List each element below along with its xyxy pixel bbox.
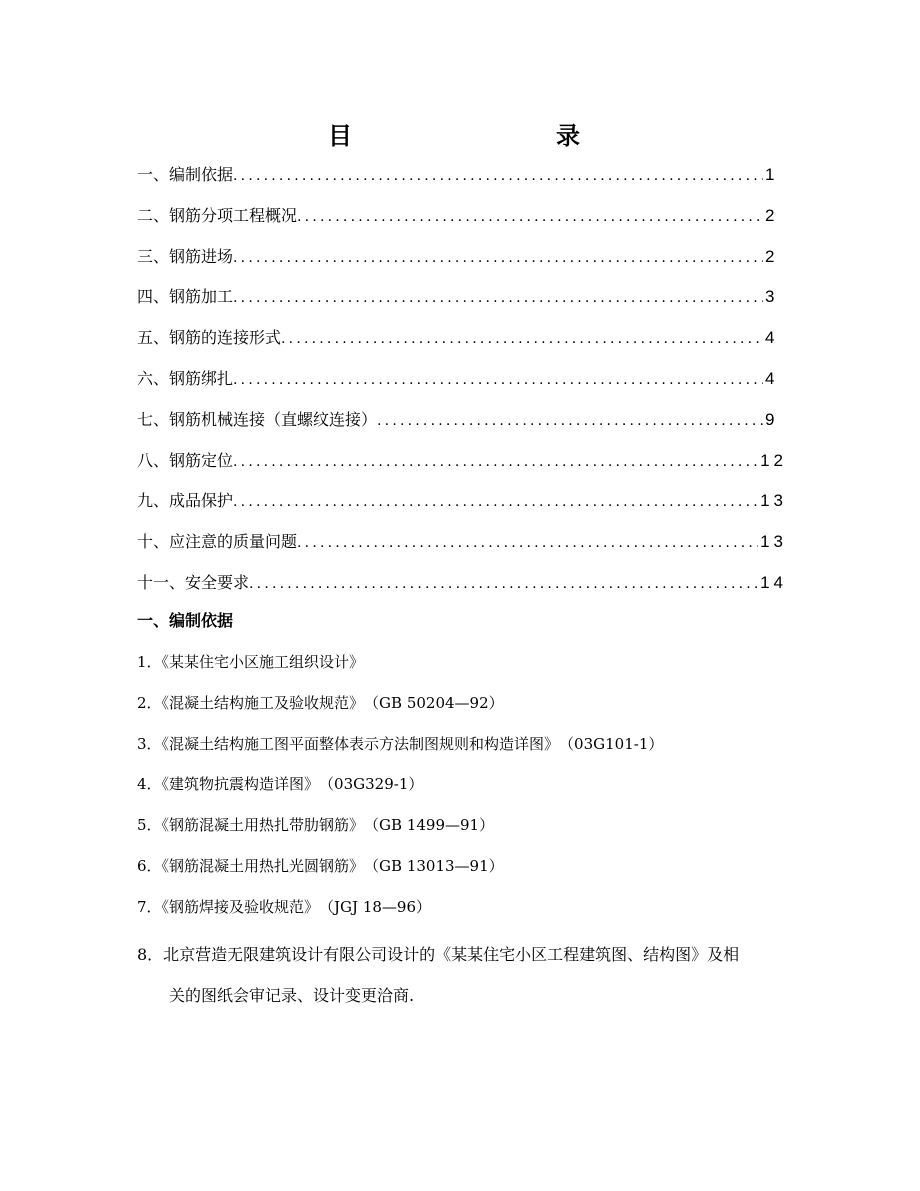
toc-entry-page: 1 [765,165,779,184]
toc-entry-page: 12 [760,450,787,470]
toc-entry-label: 五、钢筋的连接形式 [137,328,282,348]
toc-entry-label: 二、钢筋分项工程概况 [137,205,298,225]
toc-leader-dots [281,326,763,352]
toc-entry[interactable] [137,244,787,285]
toc-leader-dots [377,408,763,434]
toc-leader-dots [233,285,763,311]
toc-entry-page: 3 [765,287,779,307]
toc-entry-label: 十一、安全要求 [137,572,250,592]
toc-entry-page: 2 [765,205,779,225]
toc-entry[interactable] [137,203,787,244]
toc-entry[interactable] [137,366,787,407]
toc-leader-dots [233,163,763,189]
reference-item: 4．《建筑物抗震构造详图》 （03G329-1） [137,775,424,794]
table-of-contents [137,162,787,611]
toc-leader-dots [233,367,763,393]
reference-item-last [137,935,817,1017]
toc-entry[interactable] [137,284,787,325]
reference-item: 7．《钢筋焊接及验收规范》 （JGJ 18—96） [137,897,431,916]
reference-item: 6．《钢筋混凝土用热扎光圆钢筋》 （GB 13013—91） [137,856,504,875]
toc-leader-dots [233,449,758,475]
toc-entry-label: 六、钢筋绑扎 [137,368,234,388]
reference-item: 2．《混凝土结构施工及验收规范》 （GB 50204—92） [137,693,504,712]
toc-entry[interactable] [137,448,787,489]
toc-entry-page: 14 [760,572,787,592]
reference-item: 5．《钢筋混凝土用热扎带肋钢筋》 （GB 1499—91） [137,816,495,835]
section-heading: 一、编制依据 [137,611,234,630]
toc-entry-label: 三、钢筋进场 [137,246,234,266]
toc-entry-page: 2 [765,246,779,266]
page-title: 目 录 [328,122,632,150]
toc-leader-dots [297,204,763,230]
toc-leader-dots [233,245,763,271]
toc-entry[interactable] [137,529,787,570]
toc-entry-label: 七、钢筋机械连接（直螺纹连接） [137,409,378,429]
reference-item-continuation: 关的图纸会审记录、设计变更洽商. [169,985,415,1005]
reference-list [137,649,817,935]
toc-leader-dots [249,571,758,597]
toc-entry-page: 13 [760,491,787,511]
toc-leader-dots [297,530,758,556]
toc-entry-label: 八、钢筋定位 [137,450,234,470]
toc-entry-page: 4 [765,328,779,348]
toc-entry-label: 一、编制依据 [137,165,234,184]
toc-entry[interactable] [137,325,787,366]
toc-entry-page: 4 [765,368,779,388]
reference-item-line: 8．北京营造无限建筑设计有限公司设计的《某某住宅小区工程建筑图、结构图》及相 [137,945,740,964]
toc-entry-page: 13 [760,532,787,552]
toc-leader-dots [233,489,758,515]
toc-entry-label: 四、钢筋加工 [137,287,234,307]
reference-item: 3．《混凝土结构施工图平面整体表示方法制图规则和构造详图》 （03G101-1） [137,734,664,753]
reference-item: 1．《某某住宅小区施工组织设计》 [137,653,365,671]
toc-entry[interactable] [137,162,787,203]
toc-entry-page: 9 [765,409,779,429]
toc-entry[interactable] [137,407,787,448]
toc-entry[interactable] [137,488,787,529]
toc-entry-label: 十、应注意的质量问题 [137,532,298,552]
toc-entry-label: 九、成品保护 [137,491,234,511]
toc-entry[interactable] [137,570,787,611]
